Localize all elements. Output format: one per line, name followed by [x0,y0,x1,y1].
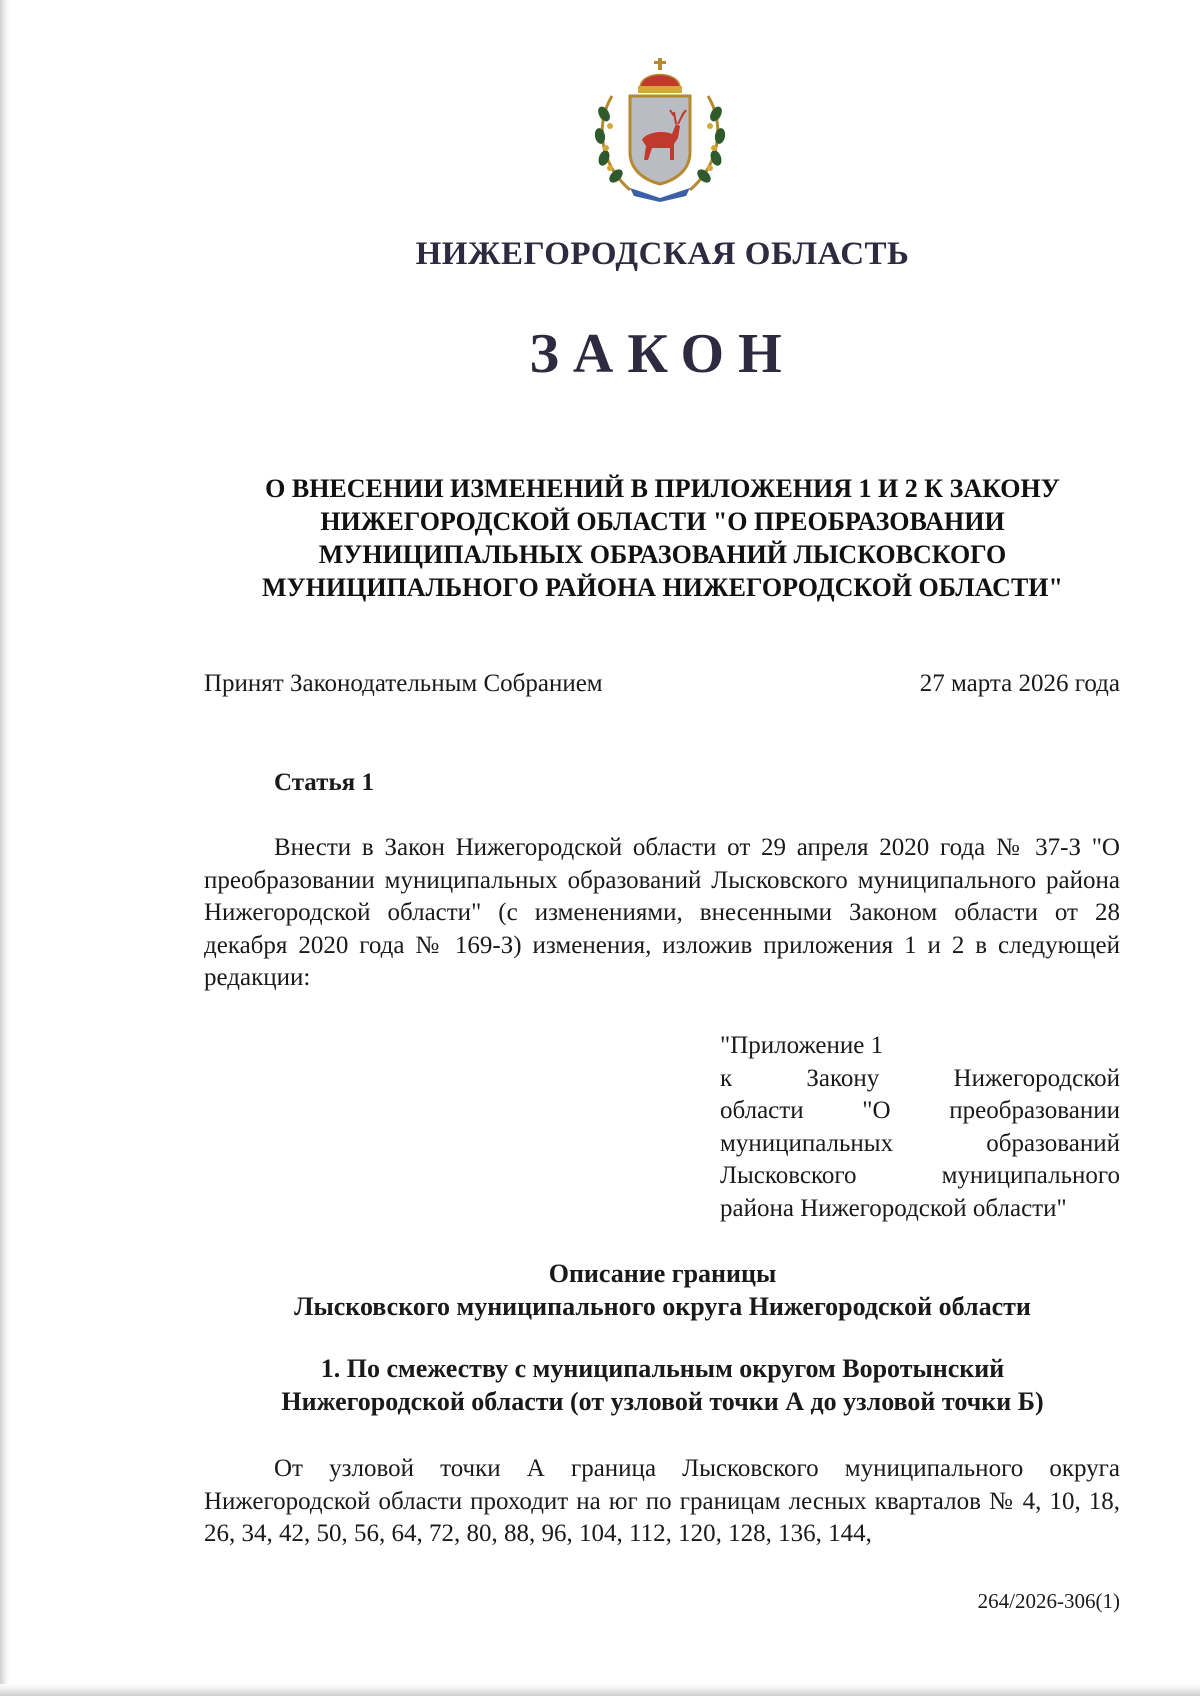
section-title-line: Нижегородской области (от узловой точки А до узловой точки Б) [281,1387,1044,1416]
adoption-row [204,669,1120,699]
adoption-date: 27 марта 2026 года [919,670,1120,697]
appendix-reference [720,1030,1120,1225]
boundary-description-title [150,1257,1175,1323]
region-name: НИЖЕГОРОДСКАЯ ОБЛАСТЬ [415,236,910,272]
scan-shadow-bottom [0,1684,1200,1696]
coat-of-arms-icon [590,52,730,202]
appendix-line: к Закону Нижегородской [720,1064,1120,1092]
appendix-line: области "О преобразовании [720,1097,1120,1124]
section-title-line: 1. По смежеству с муниципальным округом Воротынский [320,1354,1005,1383]
appendix-line: "Приложение 1 [720,1032,884,1059]
article-text: Внести в Закон Нижегородской области от 29 апреля 2020 года № 37-З "О преобразовании муниципальных образований Лысковского муниципального района Нижегородской области" (с изменениями, внесенными Законом области от 28 декабря 2020 года № 169-З) изменения, изложив приложения 1 и 2 в следующей редакции: [204,834,1120,991]
description-title-line: Описание границы [548,1259,777,1288]
appendix-line: Лысковского муниципального [720,1162,1120,1189]
section-1-title [150,1352,1175,1418]
law-title: О ВНЕСЕНИИ ИЗМЕНЕНИЙ В ПРИЛОЖЕНИЯ 1 И 2 К ЗАКОНУ НИЖЕГОРОДСКОЙ ОБЛАСТИ "О ПРЕОБРАЗОВАНИИ МУНИЦИПАЛЬНЫХ ОБРАЗОВАНИЙ ЛЫСКОВСКОГО МУНИЦИПАЛЬНОГО РАЙОНА НИЖЕГОРОДСКОЙ ОБЛАСТИ" [262,474,1063,602]
description-title-line: Лысковского муниципального округа Нижегородской области [294,1292,1031,1321]
document-number: 264/2026-306(1) [977,1589,1120,1613]
appendix-line: муниципальных образований [720,1129,1120,1157]
document-type: ЗАКОН [529,323,796,385]
article-heading: Статья 1 [274,769,374,796]
adopted-by: Принят Законодательным Собранием [204,670,603,697]
section-1-text: От узловой точки А граница Лысковского муниципального округа Нижегородской области проходит на юг по границам лесных кварталов № 4, 10, 18, 26, 34, 42, 50, 56, 64, 72, 80, 88, 96, 104, 112, 120, 128, 136, 144, [204,1455,1120,1547]
appendix-line: района Нижегородской области" [720,1194,1067,1222]
section-1-paragraph [204,1453,1120,1551]
article-paragraph [204,832,1120,995]
